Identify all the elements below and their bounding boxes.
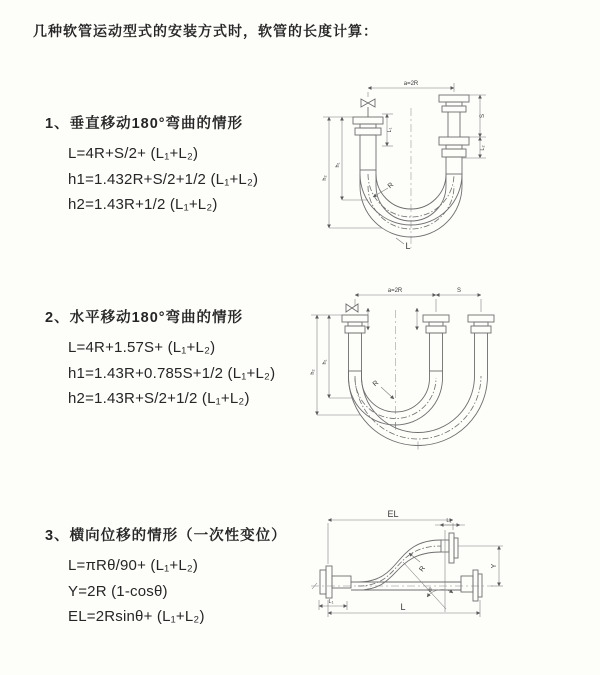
formula-line: h2=1.43R+1/2 (L₁+L₂) xyxy=(68,196,218,213)
dimension-l2 xyxy=(435,518,465,525)
svg-text:R: R xyxy=(418,565,428,574)
length-label xyxy=(396,238,411,251)
formula-line: L=4R+1.57S+ (L₁+L₂) xyxy=(68,339,216,356)
formula-line: h2=1.43R+S/2+1/2 (L₁+L₂) xyxy=(68,390,250,407)
hose-position-moved xyxy=(349,333,488,446)
section-2 xyxy=(45,306,275,412)
formula-line: L=4R+S/2+ (L₁+L₂) xyxy=(68,145,199,162)
svg-text:h₂: h₂ xyxy=(310,369,316,375)
svg-text:L₁: L₁ xyxy=(387,127,393,133)
dimension-a2r xyxy=(355,288,481,312)
formula-line: h1=1.432R+S/2+1/2 (L₁+L₂) xyxy=(68,170,259,188)
diagram-vertical-180-bend xyxy=(298,70,548,260)
left-flange xyxy=(320,566,351,598)
svg-text:a=2R: a=2R xyxy=(403,81,419,87)
radius-label xyxy=(372,380,394,399)
right-pipe-fitting xyxy=(468,315,494,333)
dimension-s xyxy=(436,288,481,295)
valve-icon xyxy=(346,304,358,312)
svg-text:L: L xyxy=(400,602,406,612)
svg-text:R: R xyxy=(386,181,396,191)
svg-text:θ: θ xyxy=(428,588,432,594)
dimension-l xyxy=(328,600,480,617)
diagram-lateral-displacement xyxy=(303,500,598,660)
formula-line: L=πRθ/90+ (L₁+L₂) xyxy=(68,557,199,574)
svg-text:L₁: L₁ xyxy=(328,599,334,605)
right-pipe-fitting xyxy=(439,95,469,174)
formula-line: EL=2Rsinθ+ (L₁+L₂) xyxy=(68,608,205,625)
hose-displaced-position xyxy=(358,533,458,590)
svg-text:S: S xyxy=(456,288,462,294)
section-1 xyxy=(45,112,258,218)
dimension-l1 xyxy=(382,114,393,146)
diagram-horizontal-180-bend xyxy=(303,282,578,467)
section-2-formulas xyxy=(68,335,275,412)
section-3 xyxy=(45,524,287,630)
dimension-y xyxy=(458,546,503,586)
section-3-title: 3、横向位移的情形（一次性变位） xyxy=(45,528,287,544)
angle-theta xyxy=(403,530,453,612)
svg-text:h₁: h₁ xyxy=(335,162,341,168)
svg-text:L₂: L₂ xyxy=(480,145,486,151)
svg-text:L: L xyxy=(405,241,411,251)
dimension-h2 xyxy=(322,117,382,228)
svg-text:h₁: h₁ xyxy=(322,359,328,365)
formula-line: h1=1.43R+0.785S+1/2 (L₁+L₂) xyxy=(68,364,276,382)
dimension-h1 xyxy=(335,117,368,200)
middle-pipe-fitting xyxy=(423,315,449,371)
formula-line: Y=2R (1-cosθ) xyxy=(68,582,168,600)
svg-text:h₂: h₂ xyxy=(322,175,328,181)
valve-icon xyxy=(361,99,375,117)
svg-text:a=2R: a=2R xyxy=(387,288,403,294)
svg-text:S: S xyxy=(480,113,486,119)
section-1-title: 1、垂直移动180°弯曲的情形 xyxy=(45,116,244,132)
dimension-l1 xyxy=(319,599,347,610)
end-length-marks xyxy=(368,308,417,330)
svg-text:Y: Y xyxy=(491,563,498,569)
dimension-el xyxy=(328,509,453,564)
left-pipe-fitting xyxy=(353,117,383,170)
svg-text:R: R xyxy=(371,379,381,389)
page-title: 几种软管运动型式的安装方式时，软管的长度计算： xyxy=(33,23,378,39)
svg-text:L₂: L₂ xyxy=(446,518,452,524)
section-3-formulas xyxy=(68,553,287,630)
section-2-title: 2、水平移动180°弯曲的情形 xyxy=(45,310,244,326)
section-1-formulas xyxy=(68,141,258,218)
svg-text:EL: EL xyxy=(387,509,399,519)
pipe-original-position xyxy=(351,570,482,601)
left-pipe-fitting xyxy=(342,315,368,371)
